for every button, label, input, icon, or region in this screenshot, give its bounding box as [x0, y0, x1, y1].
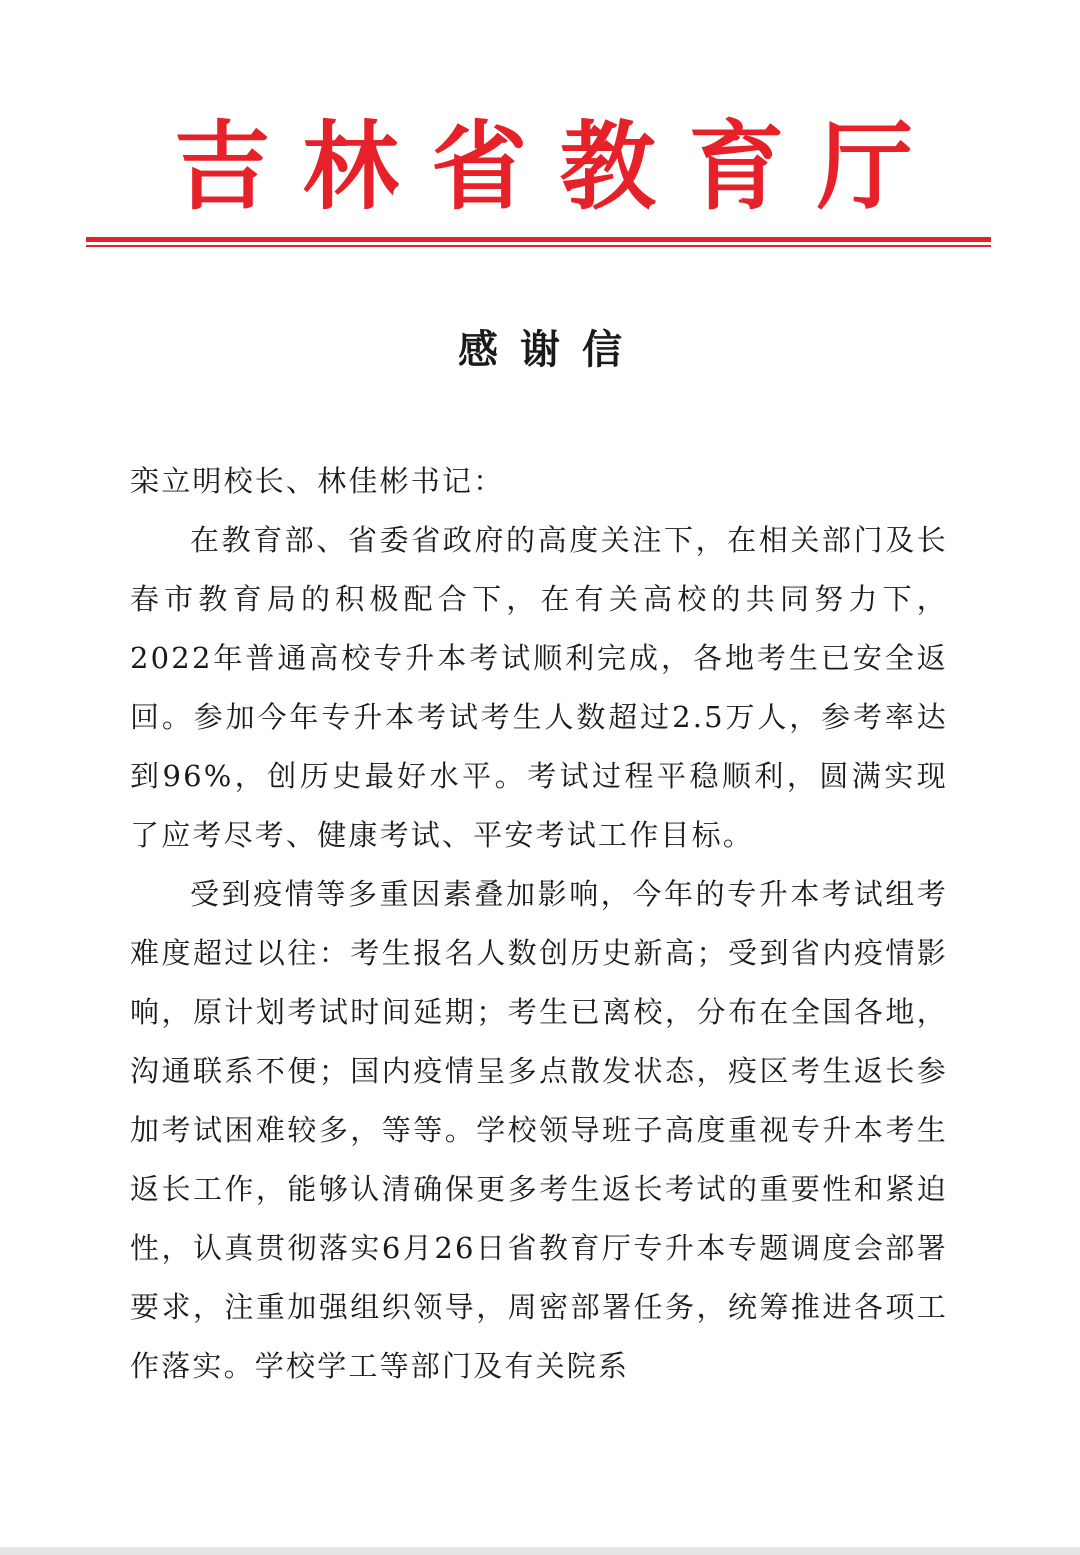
- body-paragraph: 在教育部、省委省政府的高度关注下，在相关部门及长春市教育局的积极配合下，在有关高校的共同努力下，2022年普通高校专升本考试顺利完成，各地考生已安全返回。参加今年专升本考试考生人数超过2.5万人，参考率达到96%，创历史最好水平。考试过程平稳顺利，圆满实现了应考尽考、健康考试、平安考试工作目标。: [130, 523, 948, 852]
- letterhead-char: 林: [302, 111, 399, 223]
- letterhead-char: 省: [431, 111, 528, 223]
- body-paragraph: 受到疫情等多重因素叠加影响，今年的专升本考试组考难度超过以往：考生报名人数创历史新高；受到省内疫情影响，原计划考试时间延期；考生已离校，分布在全国各地，沟通联系不便；国内疫情呈多点散发状态，疫区考生返长参加考试困难较多，等等。学校领导班子高度重视专升本考生返长工作，能够认清确保更多考生返长考试的重要性和紧迫性，认真贯彻落实6月26日省教育厅专升本专题调度会部署要求，注重加强组织领导，周密部署任务，统筹推进各项工作落实。学校学工等部门及有关院系: [130, 877, 948, 1383]
- letterhead-rule-thin: [86, 245, 991, 247]
- salutation: 栾立明校长、林佳彬书记：: [130, 464, 505, 498]
- letterhead-char: 吉: [174, 111, 270, 223]
- letterhead: [86, 112, 991, 222]
- letterhead-rule-thick: [86, 237, 991, 242]
- letterhead-char: 教: [559, 111, 656, 223]
- letter-body: [130, 452, 948, 1396]
- page-bottom-edge: [0, 1547, 1080, 1555]
- letterhead-char: 厅: [816, 111, 913, 223]
- letterhead-char: 育: [688, 111, 785, 223]
- document-title: 感谢信: [458, 327, 644, 373]
